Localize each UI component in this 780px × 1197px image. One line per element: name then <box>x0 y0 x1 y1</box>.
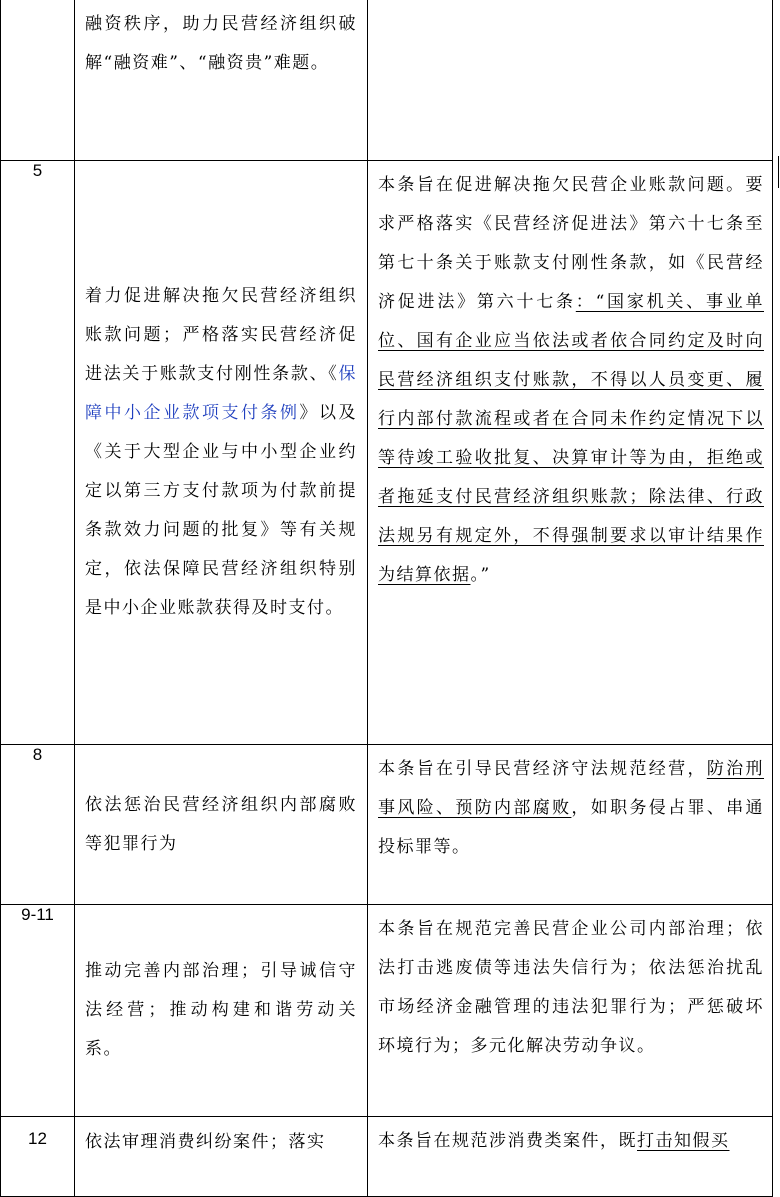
quoted-provision: ：“国家机关、事业单位、国有企业应当依法或者依合同约定及时向民营经济组织支付账款，不得以人员变更、履行内部付款流程或者在合同未作约定情况下以等待竣工验收批复、决算审计等为由，拒绝或者拖延支付民营经济组织账款；除法律、行政法规另有规定外，不得强制要求以审计结果作为结算依据 <box>378 292 764 585</box>
note-cell <box>368 745 773 905</box>
summary-cell <box>75 1117 368 1197</box>
underlined-phrase: 防治刑事风险、预防内部腐败 <box>378 759 765 818</box>
note-text: 本条旨在规范涉消费类案件，既打击知假买 <box>378 1131 730 1151</box>
regulation-link[interactable]: 保障中小企业款项支付条例 <box>85 364 357 423</box>
table-row <box>1 905 773 1117</box>
summary-text: 着力促进解决拖欠民营经济组织账款问题；严格落实民营经济促进法关于账款支付刚性条款、《保障中小企业款项支付条例》以及《关于大型企业与中小型企业约定以第三方支付款项为付款前提条款效力问题的批复》等有关规定，依法保障民营经济组织特别是中小企业账款获得及时支付。 <box>85 286 357 618</box>
article-number: 12 <box>1 1117 75 1197</box>
article-number: 5 <box>1 161 75 745</box>
summary-text: 推动完善内部治理；引导诚信守法经营；推动构建和谐劳动关系。 <box>85 961 357 1059</box>
table-row <box>1 1117 773 1197</box>
note-text: 本条旨在引导民营经济守法规范经营，防治刑事风险、预防内部腐败，如职务侵占罪、串通投标罪等。 <box>378 759 765 857</box>
summary-text: 融资秩序，助力民营经济组织破解“融资难”、“融资贵”难题。 <box>85 14 357 73</box>
underlined-phrase: 打击知假买 <box>637 1131 730 1151</box>
summary-cell <box>75 905 368 1117</box>
article-number: 9-11 <box>1 905 75 1117</box>
table-row <box>1 161 773 745</box>
summary-text: 依法惩治民营经济组织内部腐败等犯罪行为 <box>85 794 357 854</box>
note-text: 本条旨在规范完善民营企业公司内部治理；依法打击逃废债等违法失信行为；依法惩治扰乱市场经济金融管理的违法犯罪行为；严惩破坏环境行为；多元化解决劳动争议。 <box>378 919 764 1056</box>
note-cell <box>368 0 773 161</box>
note-cell <box>368 905 773 1117</box>
note-cell <box>368 1117 773 1197</box>
summary-cell <box>75 0 368 161</box>
page-edge-marker <box>778 156 779 188</box>
note-cell <box>368 161 773 745</box>
article-number <box>1 0 75 161</box>
summary-cell <box>75 745 368 905</box>
article-number: 8 <box>1 745 75 905</box>
summary-cell <box>75 161 368 745</box>
table-row <box>1 0 773 161</box>
summary-text: 依法审理消费纠纷案件；落实 <box>85 1132 326 1152</box>
note-text: 本条旨在促进解决拖欠民营企业账款问题。要求严格落实《民营经济促进法》第六十七条至第七十条关于账款支付刚性条款，如《民营经济促进法》第六十七条：“国家机关、事业单位、国有企业应当依法或者依合同约定及时向民营经济组织支付账款，不得以人员变更、履行内部付款流程或者在合同未作约定情况下以等待竣工验收批复、决算审计等为由，拒绝或者拖延支付民营经济组织账款；除法律、行政法规另有规定外，不得强制要求以审计结果作为结算依据。” <box>378 175 764 585</box>
table-row <box>1 745 773 905</box>
